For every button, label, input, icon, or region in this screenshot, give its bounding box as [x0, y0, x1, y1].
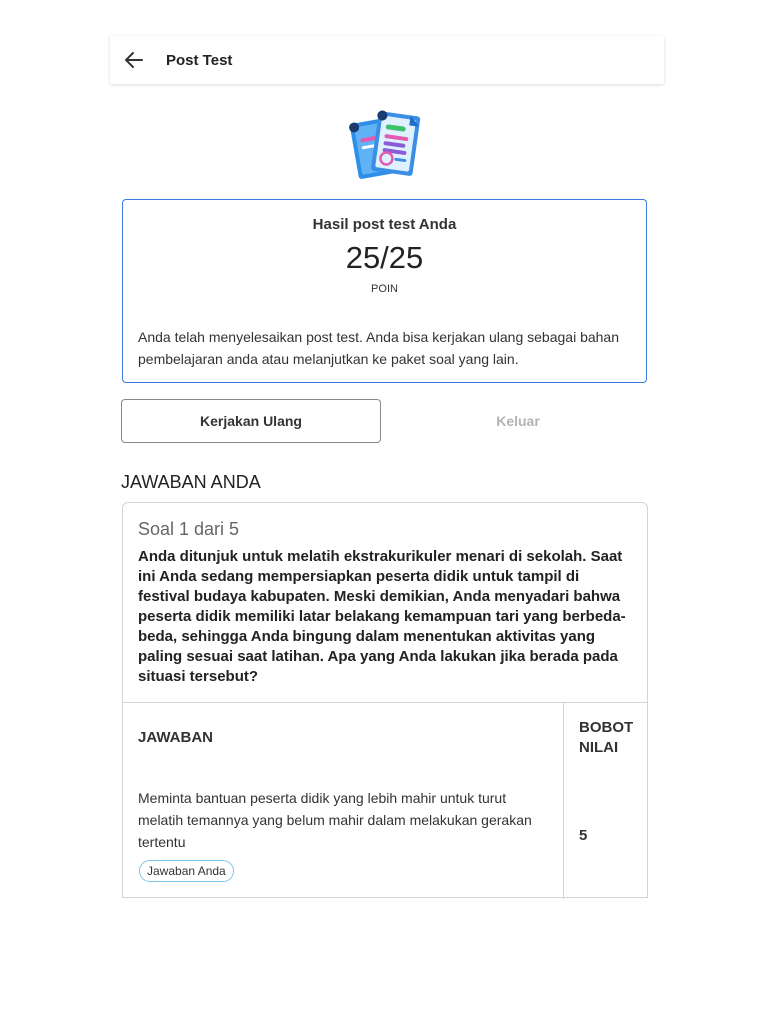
arrow-left-icon	[124, 50, 144, 70]
column-header-weight: BOBOT NILAI	[579, 719, 634, 756]
score-unit: POIN	[371, 283, 398, 295]
test-papers-icon	[346, 108, 426, 186]
answer-table	[123, 702, 647, 899]
result-message: Anda telah menyelesaikan post test. Anda bisa kerjakan ulang sebagai bahan pembelajaran anda atau melanjutkan ke paket soal yang lain.	[138, 329, 620, 367]
column-header-answer: JAWABAN	[138, 729, 214, 746]
question-text: Anda ditunjuk untuk melatih ekstrakurikuler menari di sekolah. Saat ini Anda sedang mempersiapkan peserta didik untuk tampil di festival budaya kabupaten. Meski demikian, Anda menyadari bahwa peserta didik memiliki latar belakang kemampuan tari yang berbeda-beda, sehingga Anda bingung dalam menentukan aktivitas yang paling sesuai saat latihan. Apa yang Anda lakukan jika berada pada situasi tersebut?	[138, 548, 626, 685]
retry-button[interactable]: Kerjakan Ulang	[121, 399, 381, 443]
question-number: Soal 1 dari 5	[138, 519, 240, 539]
section-title: JAWABAN ANDA	[121, 472, 261, 492]
page-title: Post Test	[166, 51, 233, 69]
score-value: 25/25	[345, 240, 424, 275]
back-button[interactable]	[122, 48, 146, 72]
weight-value: 5	[579, 827, 588, 844]
result-card	[122, 199, 647, 383]
app-header	[110, 36, 664, 84]
column-divider	[563, 703, 564, 899]
your-answer-badge: Jawaban Anda	[139, 860, 234, 882]
exit-button[interactable]: Keluar	[389, 399, 647, 443]
question-card	[122, 502, 648, 898]
result-heading: Hasil post test Anda	[312, 216, 457, 233]
answer-text: Meminta bantuan peserta didik yang lebih mahir untuk turut melatih temannya yang belum mahir dalam melakukan gerakan tertentu	[138, 790, 532, 850]
